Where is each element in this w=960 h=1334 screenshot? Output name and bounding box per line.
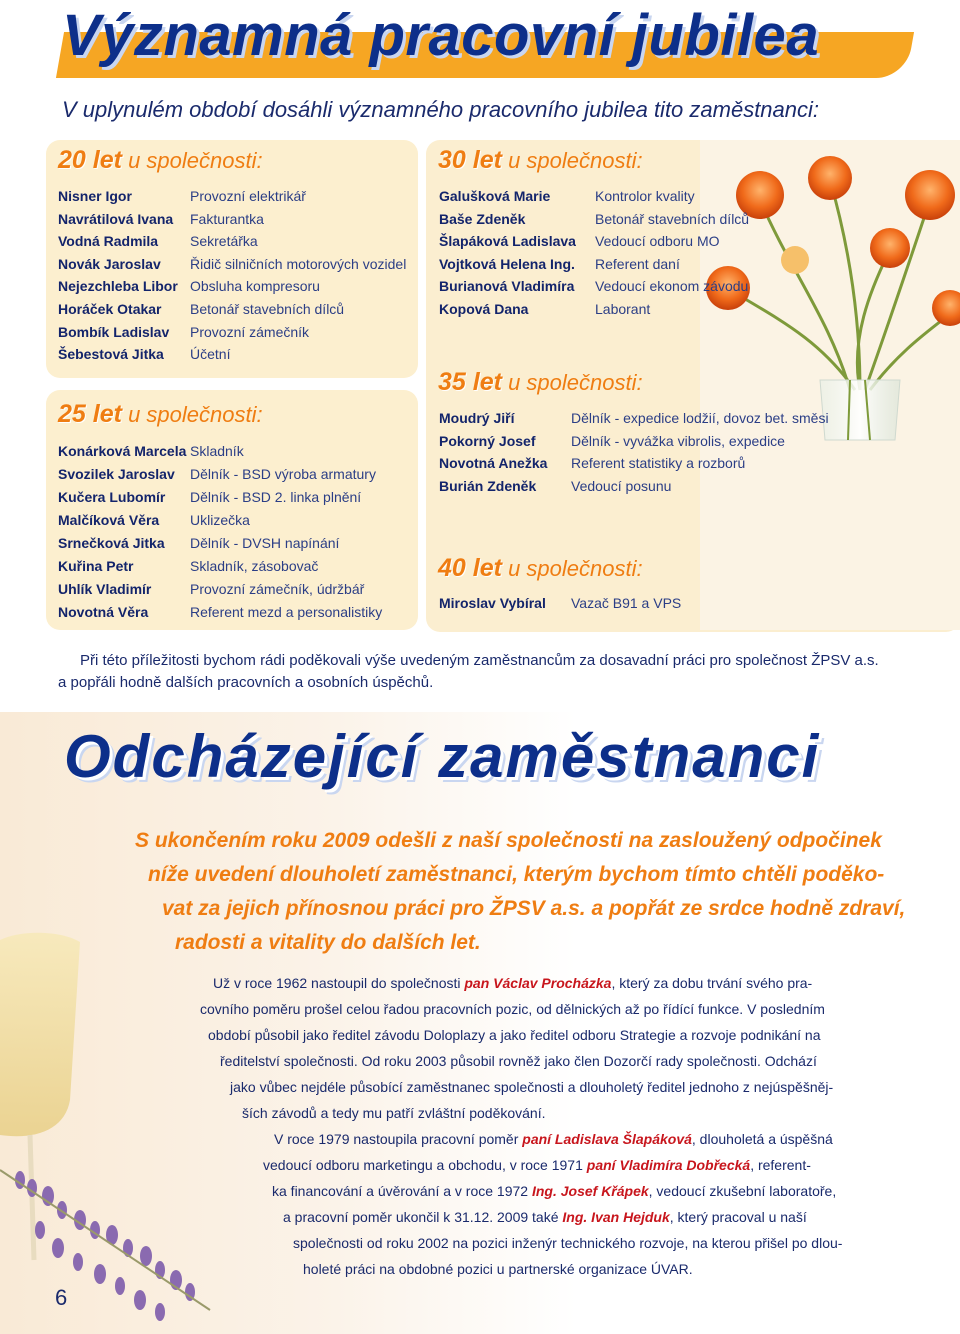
- p1-line-4: ředitelství společnosti. Od roku 2003 působil rovněž jako člen Dozorčí rady společnosti. Odchází: [220, 1053, 817, 1069]
- employee-position: Skladník, zásobovač: [190, 558, 319, 574]
- section-20-label: u společnosti:: [128, 148, 263, 173]
- employee-position: Referent statistiky a rozborů: [571, 455, 746, 472]
- employee-name: Uhlík Vladimír: [58, 581, 152, 597]
- employee-position: Dělník - expedice lodžií, dovoz bet. směsi: [571, 410, 829, 426]
- employee-name: Novotná Věra: [58, 604, 149, 620]
- employee-name: Kopová Dana: [439, 301, 529, 317]
- employee-name: Vojtková Helena Ing.: [439, 255, 575, 272]
- employee-name: Svozilek Jaroslav: [58, 466, 175, 482]
- employee-position: Provozní zámečník: [190, 323, 310, 340]
- p2-line-2: [263, 1157, 811, 1173]
- employee-name: Pokorný Josef: [439, 432, 536, 449]
- employee-position: Vazač B91 a VPS: [571, 595, 682, 611]
- person-name: paní Ladislava Šlapáková: [522, 1131, 692, 1147]
- p1-text: , který za dobu trvání svého pra-: [611, 975, 813, 991]
- p2-text: , vedoucí zkušební laboratoře,: [648, 1183, 837, 1199]
- section-35-number: 35 let: [438, 368, 502, 396]
- section-30-number: 30 let: [438, 146, 502, 174]
- section-25-heading: [58, 400, 263, 429]
- employee-position: Referent mezd a personalistiky: [190, 604, 383, 620]
- retirees-lead-line-3: vat za jejich přínosnou práci pro ŽPSV a.s. a popřát ze srdce hodně zdraví,: [162, 897, 906, 920]
- employee-position: Účetní: [190, 346, 231, 363]
- employee-name: Navrátilová Ivana: [58, 210, 174, 227]
- employee-position: Referent daní: [595, 255, 680, 272]
- p2-line-6: holeté práci na obdobné pozici u partnerské organizace ÚVAR.: [303, 1261, 693, 1277]
- employee-position: Uklizečka: [190, 512, 250, 528]
- section-40-label: u společnosti:: [508, 556, 643, 581]
- employee-name: Galušková Marie: [439, 188, 551, 204]
- p2-text: , referent-: [750, 1157, 811, 1173]
- thanks-line-1: Při této příležitosti bychom rádi poděkovali výše uvedeným zaměstnancům za dosavadní práci pro společnost ŽPSV a.s.: [80, 652, 879, 669]
- section-35-label: u společnosti:: [508, 370, 643, 395]
- p2-text: , dlouholetá a úspěšná: [691, 1131, 833, 1147]
- employee-name: Burianová Vladimíra: [439, 278, 575, 295]
- retirees-lead-line-4: radosti a vitality do dalších let.: [175, 931, 481, 954]
- employee-name: Nejezchleba Libor: [58, 278, 178, 295]
- employee-position: Vedoucí ekonom závodu: [595, 278, 749, 295]
- employee-position: Vedoucí odboru MO: [595, 233, 720, 250]
- employee-position: Fakturantka: [190, 210, 264, 227]
- employee-name: Kučera Lubomír: [58, 489, 166, 505]
- employee-position: Betonář stavebních dílců: [595, 210, 750, 227]
- p1-line-3: období působil jako ředitel závodu Doloplazy a jako ředitel odboru Strategie a rozvoje podnikání na: [208, 1027, 821, 1043]
- employee-position: Kontrolor kvality: [595, 188, 695, 204]
- p1-text: Už v roce 1962 nastoupil do společnosti: [213, 975, 465, 991]
- employee-name: Novotná Anežka: [439, 455, 548, 472]
- employee-name: Kuřina Petr: [58, 558, 134, 574]
- employee-name: Srnečková Jitka: [58, 535, 165, 551]
- employee-position: Dělník - BSD výroba armatury: [190, 466, 376, 482]
- person-name: Ing. Josef Křápek: [531, 1183, 649, 1199]
- p1-line-1: [213, 975, 812, 991]
- section-30-heading: [438, 146, 643, 175]
- section-25-number: 25 let: [58, 400, 122, 428]
- p2-line-5: společnosti od roku 2002 na pozici inženýr technického rozvoje, na kterou přišel po dlou-: [293, 1235, 843, 1251]
- employee-position: Skladník: [190, 443, 244, 459]
- page-subtitle: V uplynulém období dosáhli významného pracovního jubilea tito zaměstnanci:: [62, 97, 820, 122]
- page-number: 6: [55, 1285, 68, 1310]
- retirees-lead-line-1: S ukončením roku 2009 odešli z naší společnosti na zasloužený odpočinek: [135, 829, 882, 852]
- section-25-label: u společnosti:: [128, 402, 263, 427]
- employee-name: Burián Zdeněk: [439, 478, 537, 495]
- employee-name: Nisner Igor: [58, 188, 132, 204]
- person-name: pan Václav Procházka: [464, 975, 612, 991]
- employee-name: Bombík Ladislav: [58, 323, 170, 340]
- person-name: Ing. Ivan Hejduk: [562, 1209, 670, 1225]
- employee-position: Dělník - vyvážka vibrolis, expedice: [571, 432, 785, 449]
- p1-line-2: covního poměru prošel celou řadou pracovních pozic, od dělnických až po řídící funkce. V posledním: [200, 1001, 825, 1017]
- p2-text: , který pracoval u naší: [669, 1209, 807, 1225]
- person-name: paní Vladimíra Dobřecká: [586, 1157, 751, 1173]
- employee-name: Horáček Otakar: [58, 301, 162, 317]
- section-20-heading: [58, 146, 263, 175]
- employee-name: Šebestová Jitka: [58, 346, 164, 363]
- employee-position: Řidič silničních motorových vozidel: [190, 255, 407, 272]
- employee-name: Novák Jaroslav: [58, 255, 161, 272]
- employee-name: Konárková Marcela: [58, 443, 187, 459]
- employee-position: Obsluha kompresoru: [190, 278, 320, 295]
- p2-text: a pracovní poměr ukončil k 31.12. 2009 také: [283, 1209, 563, 1225]
- employee-position: Betonář stavebních dílců: [190, 301, 345, 317]
- employee-position: Dělník - DVSH napínání: [190, 535, 340, 551]
- employee-name: Moudrý Jiří: [439, 410, 515, 426]
- retirees-title: Odcházející zaměstnanci: [64, 723, 821, 790]
- page-title: Významná pracovní jubilea: [62, 3, 820, 68]
- retirees-lead-line-2: níže uvedení dlouholetí zaměstnanci, kterým bychom tímto chtěli poděko-: [148, 863, 885, 886]
- section-40-heading: [438, 554, 643, 583]
- p2-text: V roce 1979 nastoupila pracovní poměr: [274, 1131, 523, 1147]
- p2-line-4: [283, 1209, 807, 1225]
- thanks-line-2: a popřáli hodně dalších pracovních a osobních úspěchů.: [58, 674, 434, 691]
- employee-position: Dělník - BSD 2. linka plnění: [190, 489, 362, 505]
- employee-name: Šlapáková Ladislava: [439, 233, 576, 250]
- employee-name: Vodná Radmila: [58, 233, 159, 250]
- employee-name: Miroslav Vybíral: [439, 595, 546, 611]
- thanks-note: [58, 650, 938, 694]
- employee-name: Baše Zdeněk: [439, 210, 526, 227]
- p2-text: vedoucí odboru marketingu a obchodu, v roce 1971: [263, 1157, 587, 1173]
- section-35-heading: [438, 368, 643, 397]
- p1-line-5: jako vůbec nejdéle působící zaměstnanec společnosti a dlouholetý ředitel jednoho z nejúspěšněj-: [230, 1079, 834, 1095]
- employee-position: Vedoucí posunu: [571, 478, 672, 495]
- p2-line-1: [274, 1131, 833, 1147]
- section-20-number: 20 let: [58, 146, 122, 174]
- employee-name: Malčíková Věra: [58, 512, 160, 528]
- p2-text: ka financování a úvěrování a v roce 1972: [272, 1183, 532, 1199]
- p2-line-3: [272, 1183, 836, 1199]
- employee-position: Laborant: [595, 301, 651, 317]
- p1-line-6: ších závodů a tedy mu patří zvláštní poděkování.: [242, 1105, 546, 1121]
- section-30-label: u společnosti:: [508, 148, 643, 173]
- employee-position: Sekretářka: [190, 233, 258, 250]
- employee-position: Provozní elektrikář: [190, 188, 306, 204]
- section-40-number: 40 let: [438, 554, 502, 582]
- employee-position: Provozní zámečník, údržbář: [190, 581, 365, 597]
